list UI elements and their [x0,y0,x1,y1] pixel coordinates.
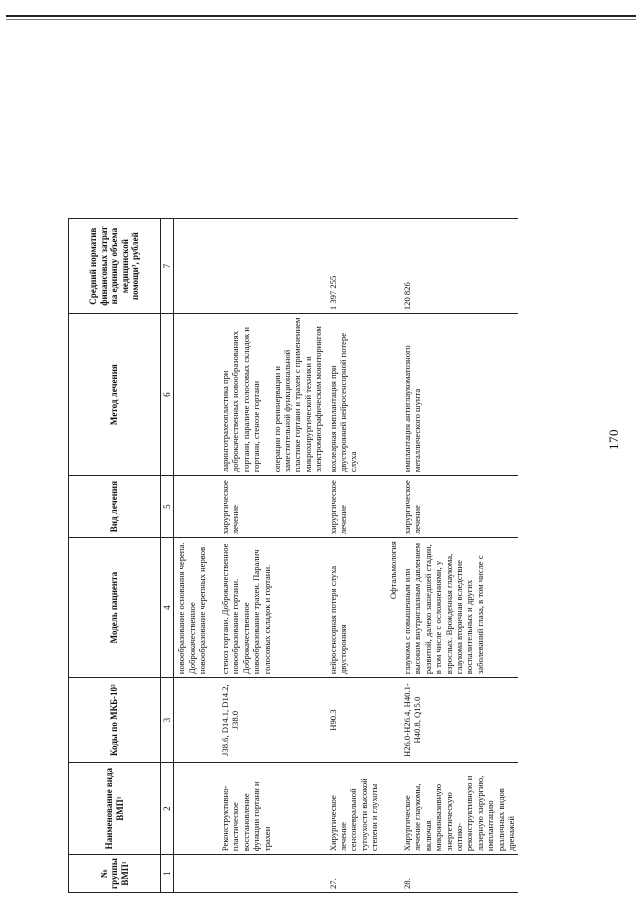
col-num-7: 7 [161,219,174,314]
col-num-6: 6 [161,314,174,476]
table-row [174,219,218,893]
vmp-table [68,218,518,893]
icd-codes-cell: J38.6, D14.1, D14.2, J38.0 [218,678,326,763]
icd-codes-cell: H90.3 [326,678,382,763]
header-group-number: № группы ВМП¹ [69,855,161,893]
table-row [326,219,382,893]
col-num-5: 5 [161,476,174,538]
treatment-method-cell: имплантация антиглаукоматозного металлического шунта [400,314,518,476]
treatment-method-cell [218,314,326,476]
col-num-4: 4 [161,538,174,678]
top-rule [6,15,636,17]
header-treatment-method: Метод лечения [69,314,161,476]
page-number: 170 [606,429,621,450]
icd-codes-cell: H26.0-H26.4, H40.1-H40.8, Q15.0 [400,678,518,763]
section-title: Офтальмология [382,538,400,678]
patient-model-cell: стеноз гортани. Доброкачественное новообразование гортани. Доброкачественное новообразование трахеи. Паралич голосовых складок и гортани. [218,538,326,678]
rotated-page [0,25,640,905]
group-number-cell: 27. [326,855,382,893]
header-row [69,219,161,893]
top-rule-thin [6,19,636,20]
table-row [400,219,518,893]
patient-model-cell: глаукома с повышенным или высоким внутриглазным давлением развитой, далеко зашедшей стадии, в том числе с осложнениями, у взрослых. Врожденная глаукома, глаукома вторичная вследствие воспалительных и других заболеваний глаза, в том числе с [400,538,518,678]
header-icd-codes: Коды по МКБ-10² [69,678,161,763]
treatment-type-cell: хирургическое лечение [218,476,326,538]
vmp-name-cell: Хирургическое лечение глаукомы, включая микроинвазивную энергетическую оптико-реконструктивную и лазерную хирургию, имплантацию различных видов дренажей [400,763,518,855]
treatment-type-cell: хирургическое лечение [400,476,518,538]
treatment-method-a: ларинготрахеопластика при доброкачественных новообразованиях гортани, параличе голосовых складок и гортани, стенозе гортани [219,327,262,473]
vmp-name-cell: Реконструктивно-пластическое восстановление функции гортани и трахеи [218,763,326,855]
cost-norm-cell: 120 826 [400,219,518,314]
col-num-3: 3 [161,678,174,763]
header-patient-model: Модель пациента [69,538,161,678]
header-vmp-name: Наименование вида ВМП¹ [69,763,161,855]
cost-norm-cell: 1 397 255 [326,219,382,314]
col-num-1: 1 [161,855,174,893]
col-num-2: 2 [161,763,174,855]
column-number-row [161,219,174,893]
vmp-name-cell: Хирургическое лечение сенсоневральной тугоухости высокой степени и глухоты [326,763,382,855]
section-row [382,219,400,893]
patient-model-cell: нейросенсорная потеря слуха двусторонняя [326,538,382,678]
header-treatment-type: Вид лечения [69,476,161,538]
treatment-method-b: операции по реиннервации и заместительной функциональной пластике гортани и трахеи с применением микрохирургической техники и электромиографическим мониторингом [271,317,324,473]
patient-model-cell: новообразование основания черепа. Доброкачественное новообразование черепных нервов [174,538,218,678]
group-number-cell: 28. [400,855,518,893]
treatment-method-cell: кохлеарная имплантация при двусторонней нейросенсорной потере слуха [326,314,382,476]
treatment-type-cell: хирургическое лечение [326,476,382,538]
table-row [218,219,326,893]
header-cost-norm: Средний норматив финансовых затрат на единицу объема медицинской помощи³, рублей [69,219,161,314]
